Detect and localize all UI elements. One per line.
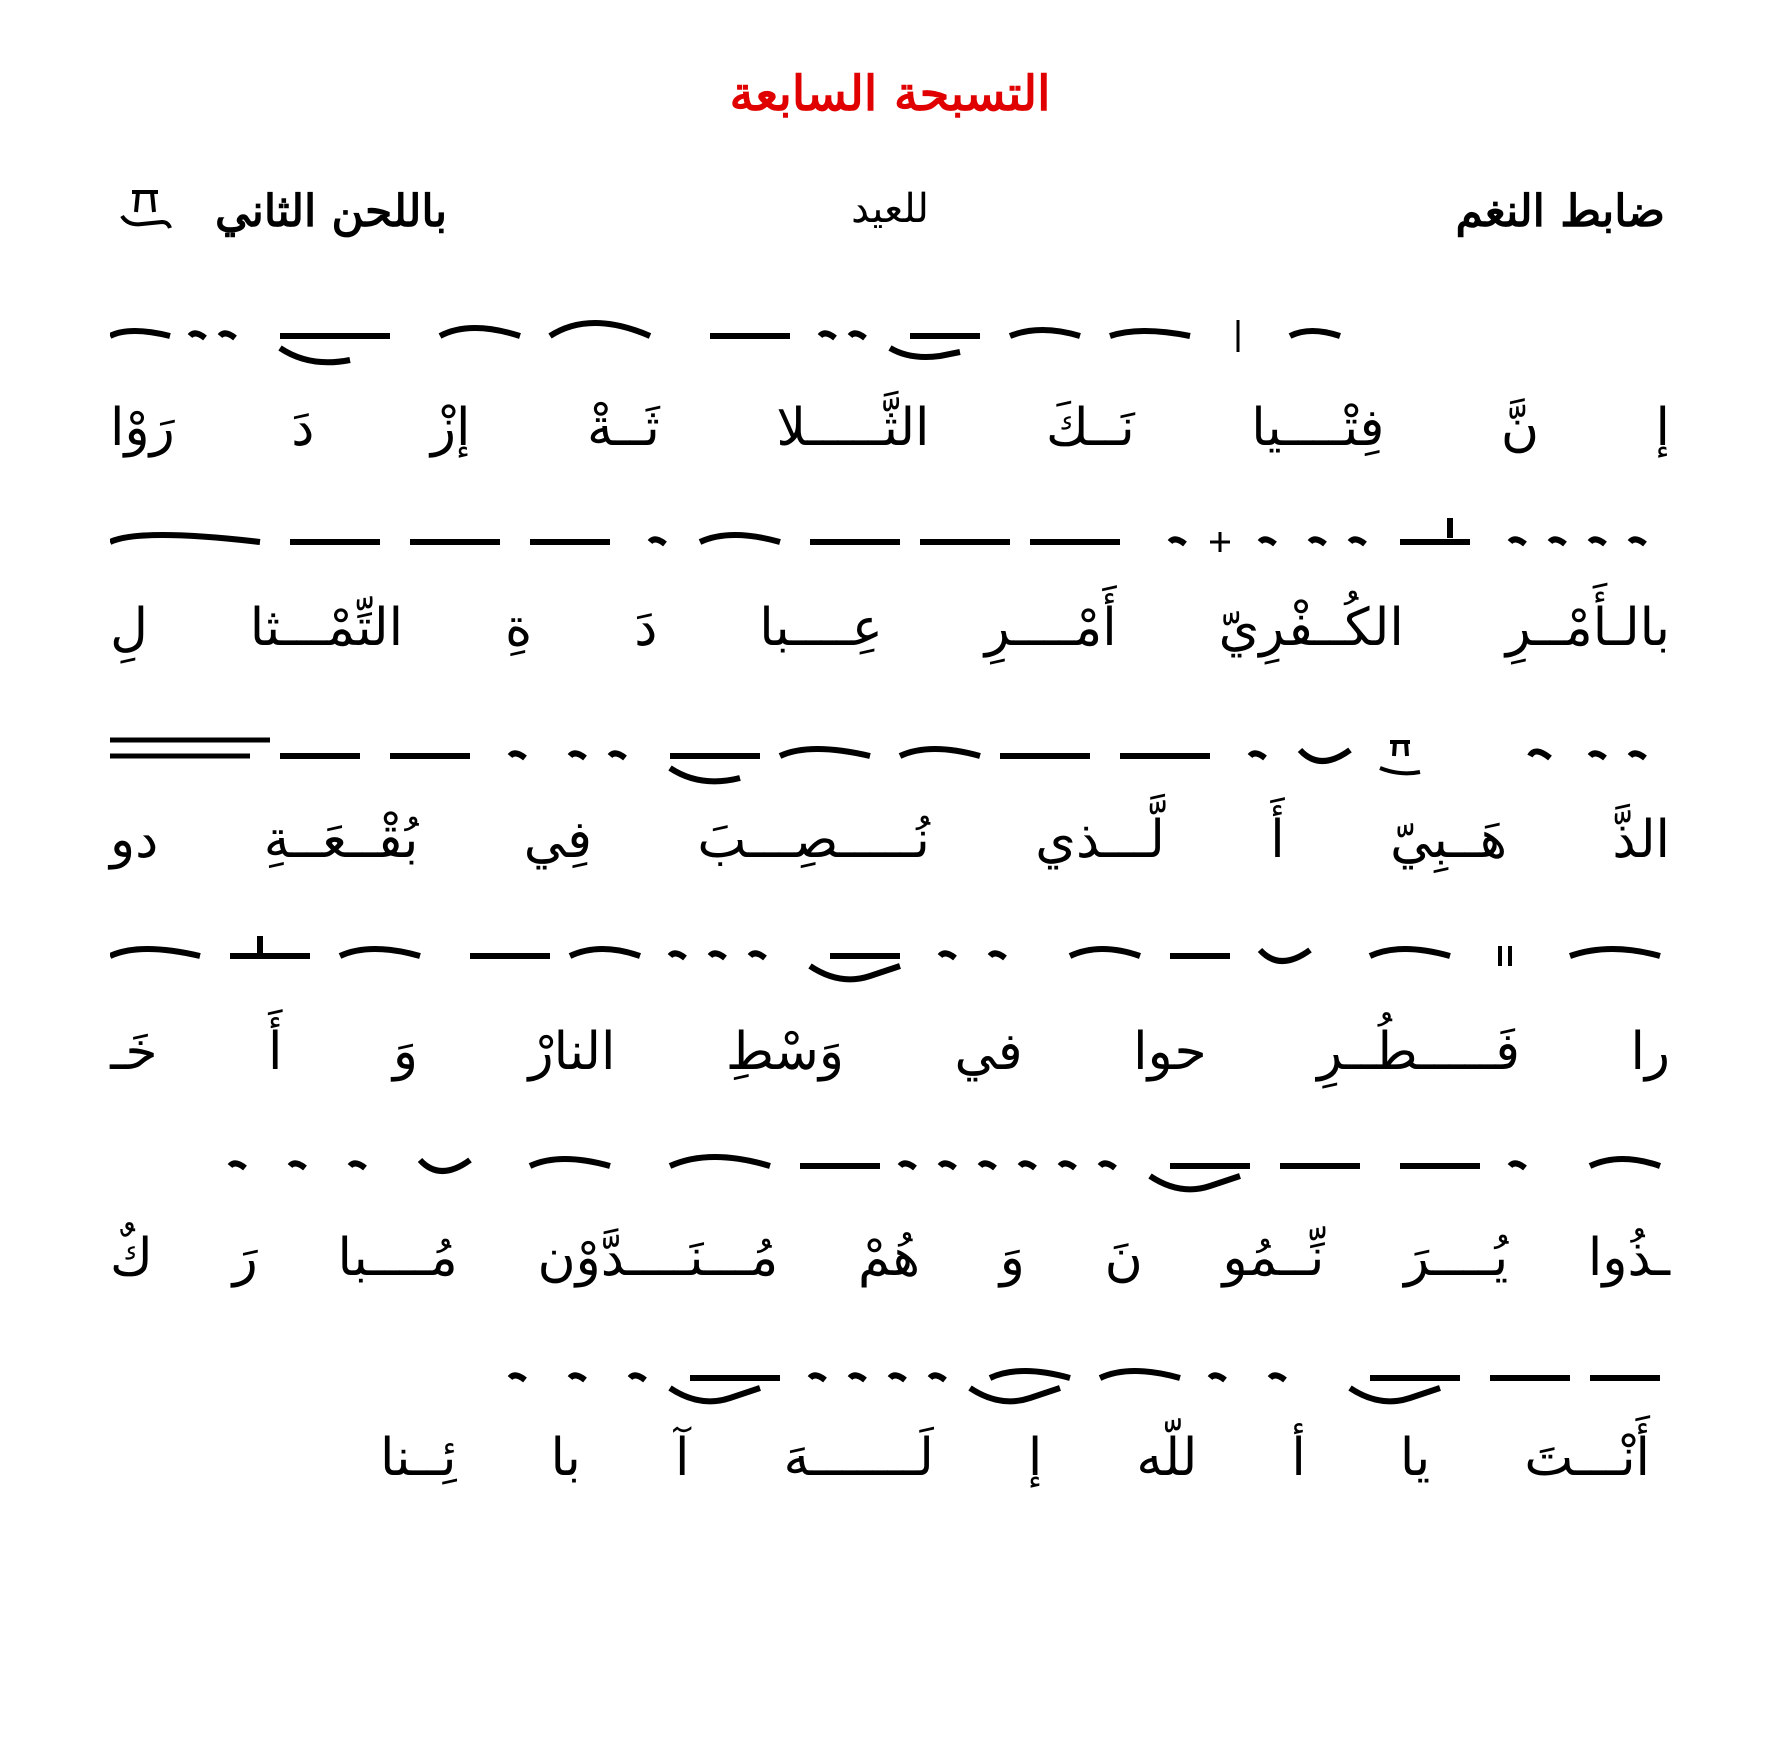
lyric-syllable: نِّــمُو <box>1222 1228 1325 1288</box>
lyric-syllable: لَـــــــهَ <box>783 1428 934 1488</box>
lyric-syllable: أَ <box>1270 810 1285 870</box>
lyric-syllable: ثَــةْ <box>586 398 660 458</box>
lyric-syllable: يُــــرَ <box>1404 1228 1509 1288</box>
byzantine-neume-icon <box>110 740 1645 781</box>
lyric-syllable: رَوْا <box>110 398 175 458</box>
lyric-syllable: يا <box>1399 1428 1431 1488</box>
lyric-syllable: إزْ <box>430 398 471 458</box>
lyric-syllable: التِّمْـــثا <box>249 598 404 658</box>
lyric-syllable: كٌ <box>110 1228 153 1288</box>
lyric-syllable: مُــــبا <box>337 1228 458 1288</box>
neume-row-5 <box>110 1126 1670 1216</box>
lyric-syllable: أَ <box>267 1022 283 1082</box>
lyric-syllable: إ <box>1027 1428 1043 1488</box>
lyric-syllable: مُـــنَــــدَّوْن <box>537 1228 779 1288</box>
neume-row-1 <box>110 290 1670 380</box>
neume-row-6 <box>110 1338 1670 1428</box>
lyric-syllable: نَّ <box>1500 398 1540 458</box>
lyric-syllable: دَ <box>291 398 315 458</box>
neume-row-3 <box>110 712 1670 802</box>
byzantine-neume-icon <box>110 936 1660 979</box>
lyric-syllable: الذَّ <box>1612 810 1670 870</box>
lyric-syllable: إ <box>1655 398 1670 458</box>
lyrics-row-3 <box>110 800 1670 880</box>
lyric-syllable: خَـ <box>110 1022 158 1082</box>
lyric-syllable: نُـــــصِـــبَ <box>697 810 930 870</box>
lyric-syllable: الثَّـــــلا <box>776 398 930 458</box>
pi-ornament-icon <box>118 182 174 232</box>
lyric-syllable: نَــكَ <box>1046 398 1135 458</box>
header-mode-label: باللحن الثاني <box>215 186 448 237</box>
header-feast-label: للعيد <box>851 186 929 232</box>
header-tone-label: ضابط النغم <box>1455 186 1665 237</box>
lyric-syllable: عِــــبا <box>759 598 883 658</box>
lyric-syllable: ـذُوا <box>1587 1228 1670 1288</box>
lyrics-row-1 <box>110 388 1670 468</box>
lyric-syllable: رَ <box>232 1228 258 1288</box>
lyric-syllable: حوا <box>1133 1022 1207 1082</box>
lyric-syllable: للّه <box>1136 1428 1198 1488</box>
lyric-syllable: با <box>550 1428 581 1488</box>
lyrics-row-4 <box>110 1012 1670 1092</box>
lyric-syllable: وَ <box>392 1022 419 1082</box>
page-title: التسبحة السابعة <box>729 66 1051 122</box>
byzantine-neume-icon <box>230 1157 1660 1189</box>
lyric-syllable: بالـأَمْــرِ <box>1505 598 1670 658</box>
lyric-syllable: وَسْطِ <box>725 1022 844 1082</box>
lyric-syllable: أَنْـــتَ <box>1524 1428 1650 1488</box>
lyric-syllable: النارْ <box>528 1022 616 1082</box>
lyric-syllable: لِ <box>110 598 148 658</box>
lyric-syllable: را <box>1630 1022 1670 1082</box>
lyric-syllable: أَمْــــرِ <box>984 598 1117 658</box>
lyric-syllable: نَ <box>1104 1228 1143 1288</box>
lyric-syllable: فِي <box>523 810 592 870</box>
lyric-syllable: هَــبِيّ <box>1390 810 1508 870</box>
lyric-syllable: دو <box>110 810 159 870</box>
lyric-syllable: ةِ <box>505 598 533 658</box>
lyric-syllable: الكُــفْرِيّ <box>1218 598 1404 658</box>
lyric-syllable: ئِــنا <box>380 1428 457 1488</box>
lyric-syllable: آ <box>674 1428 690 1488</box>
lyric-syllable: دَ <box>634 598 658 658</box>
lyrics-row-6 <box>380 1418 1650 1498</box>
lyric-syllable: هُمْ <box>857 1228 921 1288</box>
lyric-syllable: وَ <box>999 1228 1025 1288</box>
lyrics-row-5 <box>110 1218 1670 1298</box>
byzantine-neume-icon <box>110 518 1645 552</box>
neume-row-4 <box>110 916 1670 1006</box>
neume-row-2 <box>110 498 1670 588</box>
lyric-syllable: أ <box>1291 1428 1306 1488</box>
byzantine-neume-icon <box>110 320 1340 362</box>
lyric-syllable: فِتْــــيا <box>1251 398 1385 458</box>
byzantine-neume-icon <box>510 1371 1660 1401</box>
lyric-syllable: في <box>954 1022 1023 1082</box>
lyric-syllable: لَّـــذي <box>1035 810 1165 870</box>
lyrics-row-2 <box>110 588 1670 668</box>
lyric-syllable: فَـــــطُــرِ <box>1317 1022 1520 1082</box>
lyric-syllable: بُقْــعَــةِ <box>263 810 419 870</box>
